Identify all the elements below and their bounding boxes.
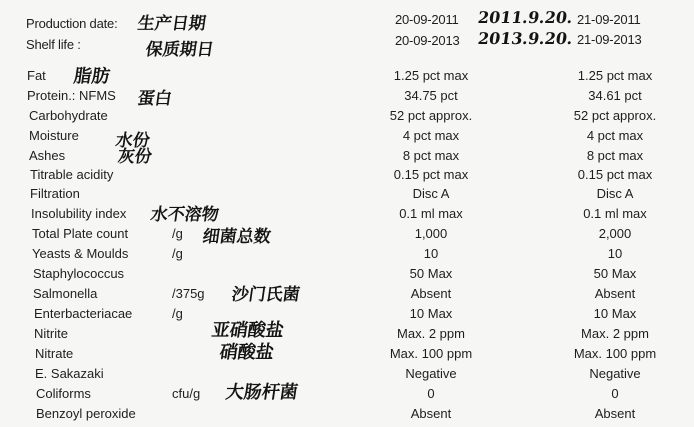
production-date-label: Production date: [26,16,118,31]
spec-label: Titrable acidity [30,167,114,182]
production-date-handnote: 生产日期 [136,14,208,34]
spec-unit: /375g [172,286,205,301]
spec-row [0,266,694,284]
spec-value-col2: Max. 2 ppm [581,326,649,341]
spec-value-col1: Absent [410,406,452,421]
spec-row [0,148,694,166]
spec-row [0,406,694,424]
handwritten-note: 沙门氏菌 [230,285,302,305]
spec-value-col2: 52 pct approx. [573,108,657,123]
spec-row [0,320,694,344]
spec-value-col2: 0.15 pct max [577,167,653,182]
spec-row [0,306,694,324]
spec-row [0,342,694,364]
spec-value-col2: 1.25 pct max [577,68,653,83]
col1-shelf-life: 20-09-2013 [395,33,460,48]
spec-value-col1: Negative [405,366,457,381]
spec-label: Filtration [30,186,80,201]
spec-value-col2: 8 pct max [586,148,644,163]
spec-value-col2: 0 [611,386,619,401]
spec-value-col1: 4 pct max [402,128,460,143]
spec-value-col1: Absent [410,286,452,301]
spec-label: Carbohydrate [29,108,108,123]
spec-value-col2: Absent [594,406,636,421]
spec-label: Ashes [29,148,66,163]
spec-value-col2: Disc A [596,186,634,201]
handwritten-note: 亚硝酸盐 [210,320,286,341]
handwritten-note: 细菌总数 [201,227,273,247]
spec-label: Enterbacteriacae [34,306,133,321]
spec-value-col1: 1.25 pct max [393,68,469,83]
spec-row [0,167,694,185]
spec-value-col1: 52 pct approx. [389,108,473,123]
spec-value-col1: 0.15 pct max [393,167,469,182]
spec-label: Moisture [29,128,79,143]
spec-label: Salmonella [33,286,98,301]
spec-row [0,128,694,151]
spec-row [0,226,694,247]
spec-label: Coliforms [36,386,91,401]
spec-value-col2: 0.1 ml max [583,206,647,221]
spec-unit: /g [172,306,183,321]
spec-value-col1: 10 [423,246,439,261]
spec-label: Nitrate [35,346,74,361]
spec-row [0,206,694,224]
spec-label: Benzoyl peroxide [36,406,136,421]
hand-shelf-date: 2013.9.20. [476,29,574,48]
spec-label: Insolubility index [31,206,127,221]
col1-production-date: 20-09-2011 [395,12,459,27]
spec-value-col1: 0 [427,386,435,401]
spec-value-col1: 1,000 [414,226,448,241]
handwritten-note: 硝酸盐 [218,342,276,363]
col2-shelf-life: 21-09-2013 [577,32,642,47]
spec-unit: cfu/g [172,386,201,401]
spec-unit: /g [172,246,183,261]
handwritten-note: 蛋白 [136,89,174,109]
spec-value-col1: 0.1 ml max [399,206,463,221]
spec-label: Fat [27,68,46,83]
spec-value-col1: Max. 2 ppm [397,326,465,341]
spec-label: Staphylococcus [33,266,125,281]
handwritten-note: 脂肪 [72,66,112,87]
spec-row [0,88,694,109]
col2-production-date: 21-09-2011 [577,12,641,27]
handwritten-note: 水份 [114,131,152,151]
spec-unit: /g [172,226,183,241]
spec-value-col1: 50 Max [409,266,453,281]
spec-value-col2: 2,000 [598,226,632,241]
spec-value-col1: 34.75 pct [404,88,458,103]
spec-value-col1: Max. 100 ppm [389,346,473,361]
hand-production-date: 2011.9.20. [476,8,574,27]
spec-row [0,186,694,204]
spec-label: Total Plate count [32,226,129,241]
spec-value-col1: 10 Max [409,306,453,321]
spec-value-col2: 34.61 pct [588,88,642,103]
spec-row [0,108,694,126]
spec-value-col2: 10 [607,246,623,261]
spec-row [0,382,694,404]
handwritten-note: 水不溶物 [149,205,221,225]
spec-value-col1: 8 pct max [402,148,460,163]
shelf-life-label: Shelf life : [26,37,81,52]
handwritten-note: 大肠杆菌 [224,382,300,403]
top-scribble [283,0,321,2]
spec-label: Yeasts & Moulds [32,246,129,261]
spec-label: Protein.: NFMS [27,88,116,103]
spec-label: Nitrite [34,326,68,341]
handwritten-note: 灰份 [116,147,154,167]
spec-row [0,286,694,304]
shelf-life-handnote: 保质期日 [144,40,216,60]
spec-row [0,246,694,264]
spec-value-col2: Max. 100 ppm [573,346,657,361]
spec-value-col2: Negative [589,366,641,381]
spec-row [0,366,694,384]
spec-value-col2: 50 Max [593,266,637,281]
spec-value-col2: 4 pct max [586,128,644,143]
spec-value-col2: 10 Max [593,306,637,321]
spec-row [0,68,694,86]
spec-label: E. Sakazaki [35,366,104,381]
spec-value-col1: Disc A [412,186,450,201]
spec-value-col2: Absent [594,286,636,301]
